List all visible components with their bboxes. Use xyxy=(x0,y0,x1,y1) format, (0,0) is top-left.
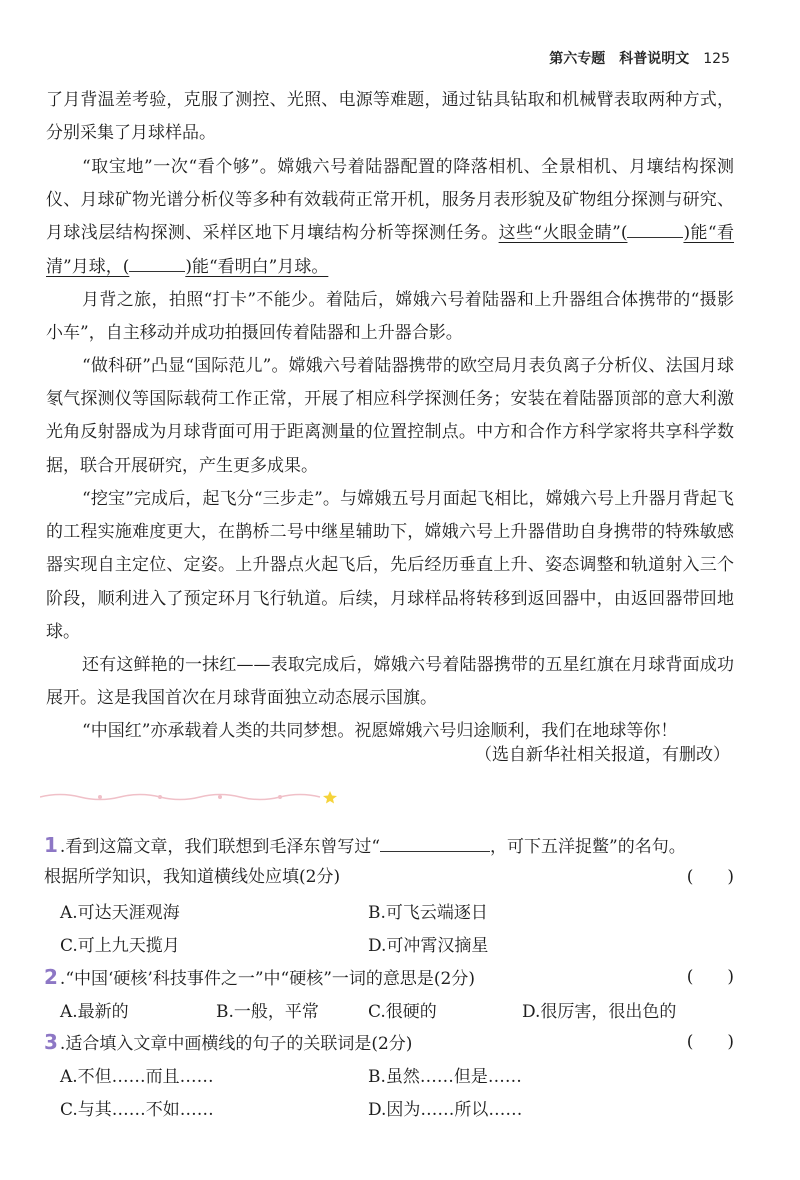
option-c[interactable]: C.与其……不如…… xyxy=(60,1100,214,1120)
source-note: （选自新华社相关报道，有删改） xyxy=(475,745,730,765)
option-a[interactable]: A.可达天涯观海 xyxy=(60,903,180,923)
question-number: 2 xyxy=(44,965,58,989)
article-paragraph-6: 还有这鲜艳的一抹红——表取完成后，嫦娥六号着陆器携带的五星红旗在月球背面成功展开。这是我国首次在月球背面独立动态展示国旗。 xyxy=(46,655,734,709)
article-paragraph-1: 了月背温差考验，克服了测控、光照、电源等难题，通过钻具钻取和机械臂表取两种方式，分别采集了月球样品。 xyxy=(46,90,734,144)
question-3-line-1 xyxy=(44,1027,734,1059)
question-text: .“中国‘硬核’科技事件之一”中“硬核”一词的意思是(2分) xyxy=(59,969,475,989)
option-b[interactable]: B.虽然……但是…… xyxy=(368,1067,522,1087)
question-text: .适合填入文章中画横线的句子的关联词是(2分) xyxy=(59,1034,413,1054)
article-paragraph-4: “做科研”凸显“国际范儿”。嫦娥六号着陆器携带的欧空局月表负离子分析仪、法国月球氡气探测仪等国际载荷工作正常，开展了相应科学探测任务；安装在着陆器顶部的意大利激光角反射器成为月球背面可用于距离测量的位置控制点。中方和合作方科学家将共享科学数据，联合开展研究，产生更多成果。 xyxy=(46,356,734,476)
question-text: 根据所学知识，我知道横线处应填(2分) xyxy=(44,867,341,887)
section-title: 科普说明文 xyxy=(619,51,690,67)
question-3 xyxy=(44,1027,734,1059)
answer-parentheses[interactable]: ( ) xyxy=(686,867,734,887)
answer-parentheses[interactable]: ( ) xyxy=(686,967,734,987)
article-paragraph-7: “中国红”亦承载着人类的共同梦想。祝愿嫦娥六号归途顺利，我们在地球等你！ xyxy=(82,721,678,741)
article-paragraph-5: “挖宝”完成后，起飞分“三步走”。与嫦娥五号月面起飞相比，嫦娥六号上升器月背起飞的工程实施难度更大，在鹊桥二号中继星辅助下，嫦娥六号上升器借助自身携带的特殊敏感器实现自主定位、定姿。上升器点火起飞后，先后经历垂直上升、姿态调整和轨道射入三个阶段，顺利进入了预定环月飞行轨道。后续，月球样品将转移到返回器中，由返回器带回地球。 xyxy=(46,489,734,642)
fill-blank-1[interactable] xyxy=(627,220,683,238)
option-d[interactable]: D.可冲霄汉摘星 xyxy=(368,936,489,956)
option-b[interactable]: B.一般，平常 xyxy=(216,1002,319,1022)
divider-dot xyxy=(218,795,222,799)
option-d[interactable]: D.很厉害，很出色的 xyxy=(522,1002,677,1022)
answer-parentheses[interactable]: ( ) xyxy=(686,1032,734,1052)
question-text: ，可下五洋捉鳖”的名句。 xyxy=(490,837,686,857)
underlined-part-1: 这些“火眼金睛”( xyxy=(498,223,628,244)
question-text: .看到这篇文章，我们联想到毛泽东曾写过“ xyxy=(59,837,381,857)
divider-dot xyxy=(278,795,282,799)
divider-dot xyxy=(158,795,162,799)
divider-dot xyxy=(98,795,102,799)
question-2 xyxy=(44,962,734,994)
article-paragraph-3: 月背之旅，拍照“打卡”不能少。着陆后，嫦娥六号着陆器和上升器组合体携带的“摄影小车”，自主移动并成功拍摄回传着陆器和上升器合影。 xyxy=(46,290,734,344)
section-label: 第六专题 xyxy=(549,51,606,67)
paragraph-2-text: “取宝地”一次“看个够”。嫦娥六号着陆器配置的降落相机、全景相机、月壤结构探测仪、月球矿物光谱分析仪等多种有效载荷正常开机，服务月表形貌及矿物组分探测与研究、月球浅层结构探测、采样区地下月壤结构分析等探测任务。 xyxy=(46,157,734,244)
option-a[interactable]: A.最新的 xyxy=(60,1002,129,1022)
answer-blank[interactable] xyxy=(380,834,490,852)
question-number: 3 xyxy=(44,1030,58,1054)
question-1-line-2 xyxy=(44,862,734,892)
option-c[interactable]: C.很硬的 xyxy=(368,1002,437,1022)
option-c[interactable]: C.可上九天揽月 xyxy=(60,936,180,956)
star-icon xyxy=(323,791,337,804)
option-a[interactable]: A.不但……而且…… xyxy=(60,1067,214,1087)
question-number: 1 xyxy=(44,833,58,857)
option-d[interactable]: D.因为……所以…… xyxy=(368,1100,523,1120)
underlined-part-3: )能“看明白”月球。 xyxy=(185,256,329,277)
article-paragraph-2 xyxy=(46,151,734,284)
underlined-part-2: )能“看清”月球，( xyxy=(46,223,735,277)
wavy-divider xyxy=(40,790,340,804)
option-b[interactable]: B.可飞云端逐日 xyxy=(368,903,488,923)
page-number: 125 xyxy=(703,51,730,67)
question-2-line-1 xyxy=(44,962,734,994)
fill-blank-2[interactable] xyxy=(129,254,185,272)
page-header xyxy=(549,48,730,68)
question-1 xyxy=(44,830,734,892)
question-1-line-1 xyxy=(44,830,734,862)
